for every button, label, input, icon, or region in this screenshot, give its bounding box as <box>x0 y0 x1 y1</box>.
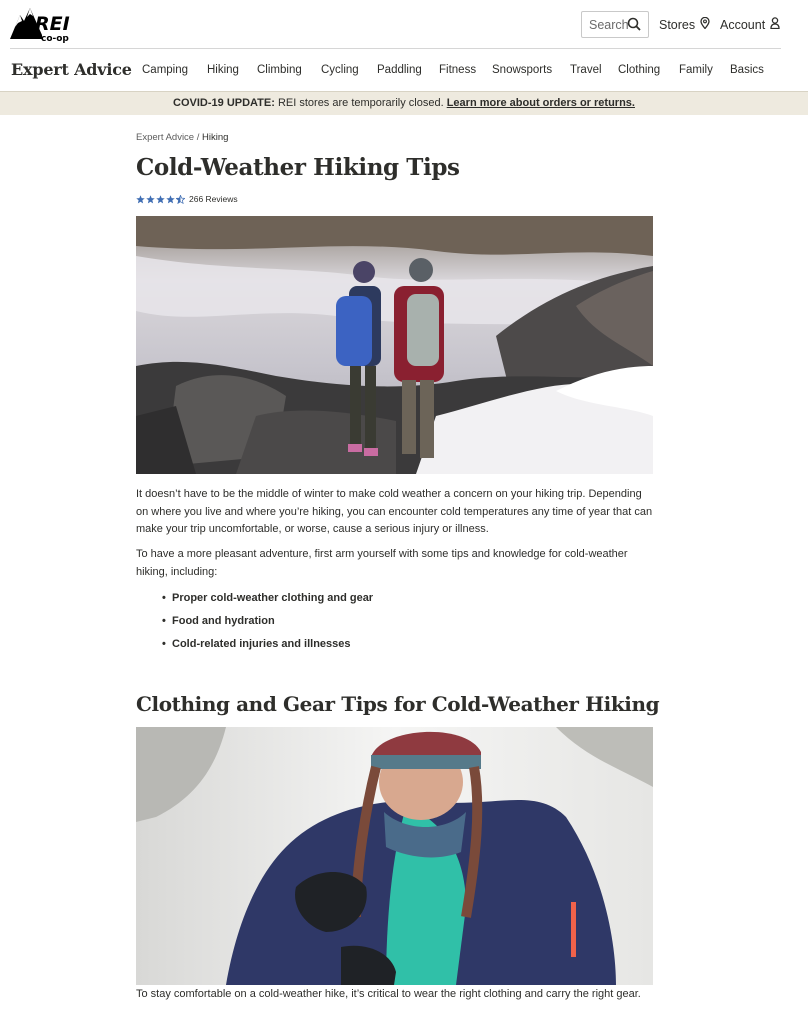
nav-item-travel[interactable]: Travel <box>570 64 602 76</box>
star-icon <box>156 195 165 204</box>
map-pin-icon <box>700 17 710 32</box>
nav-item-cycling[interactable]: Cycling <box>321 64 359 76</box>
banner-message: REI stores are temporarily closed. <box>274 97 447 109</box>
half-star-icon <box>176 195 185 204</box>
nav-item-fitness[interactable]: Fitness <box>439 64 477 76</box>
expert-advice-home-link[interactable]: Expert Advice <box>11 60 132 79</box>
nav-item-basics[interactable]: Basics <box>730 64 764 76</box>
section-paragraph: To stay comfortable on a cold-weather hike, it’s critical to wear the right clothing and carry the right gear. <box>136 988 641 1000</box>
breadcrumb-separator: / <box>196 132 200 143</box>
nav-item-clothing[interactable]: Clothing <box>618 64 661 76</box>
svg-text:REI: REI <box>35 13 70 35</box>
stores-link[interactable] <box>659 17 710 32</box>
expert-advice-nav <box>0 49 808 91</box>
winter-hiker-photo <box>136 727 653 985</box>
list-item[interactable]: • Food and hydration <box>162 613 373 636</box>
intro-paragraph-2: To have a more pleasant adventure, first arm yourself with some tips and knowledge for cold-weather hiking, including: <box>136 548 628 578</box>
search-placeholder: Search <box>589 17 629 32</box>
banner-prefix: COVID-19 UPDATE: <box>173 97 275 109</box>
nav-item-camping[interactable]: Camping <box>142 64 189 76</box>
topics-list <box>162 590 373 659</box>
site-header <box>0 0 808 48</box>
banner-link[interactable]: Learn more about orders or returns. <box>446 97 635 109</box>
star-icon <box>146 195 155 204</box>
star-rating <box>136 195 185 204</box>
breadcrumb-current[interactable]: Hiking <box>202 132 229 143</box>
svg-text:co-op: co-op <box>41 34 69 43</box>
intro-paragraph-1: It doesn’t have to be the middle of winter to make cold weather a concern on your hiking trip. Depending on where you live and where you’re hiking, you can encounter cold temperatures any time of year that can make your trip uncomfortable, or worse, cause a serious injury or illness. <box>136 488 653 535</box>
search-icon[interactable] <box>627 17 641 34</box>
account-label: Account <box>720 17 766 32</box>
star-icon <box>166 195 175 204</box>
breadcrumb <box>136 132 228 143</box>
hikers-mountain-photo <box>136 216 653 474</box>
section-heading: Clothing and Gear Tips for Cold-Weather Hiking <box>136 692 660 716</box>
star-icon <box>136 195 145 204</box>
list-item[interactable]: • Proper cold-weather clothing and gear <box>162 590 373 613</box>
rating[interactable] <box>136 194 238 204</box>
stores-label: Stores <box>659 17 696 32</box>
nav-item-snowsports[interactable]: Snowsports <box>492 64 553 76</box>
breadcrumb-parent[interactable]: Expert Advice <box>136 132 195 143</box>
list-item[interactable]: • Cold-related injuries and illnesses <box>162 636 373 659</box>
page-title: Cold-Weather Hiking Tips <box>136 154 460 181</box>
search-input[interactable] <box>581 11 649 38</box>
nav-item-paddling[interactable]: Paddling <box>377 64 422 76</box>
covid-banner <box>0 91 808 115</box>
rei-logo[interactable] <box>10 5 72 43</box>
user-icon <box>770 17 780 32</box>
nav-item-climbing[interactable]: Climbing <box>257 64 302 76</box>
nav-item-family[interactable]: Family <box>679 64 713 76</box>
nav-item-hiking[interactable]: Hiking <box>207 64 239 76</box>
account-link[interactable] <box>720 17 780 32</box>
review-count[interactable]: 266 Reviews <box>189 194 238 204</box>
